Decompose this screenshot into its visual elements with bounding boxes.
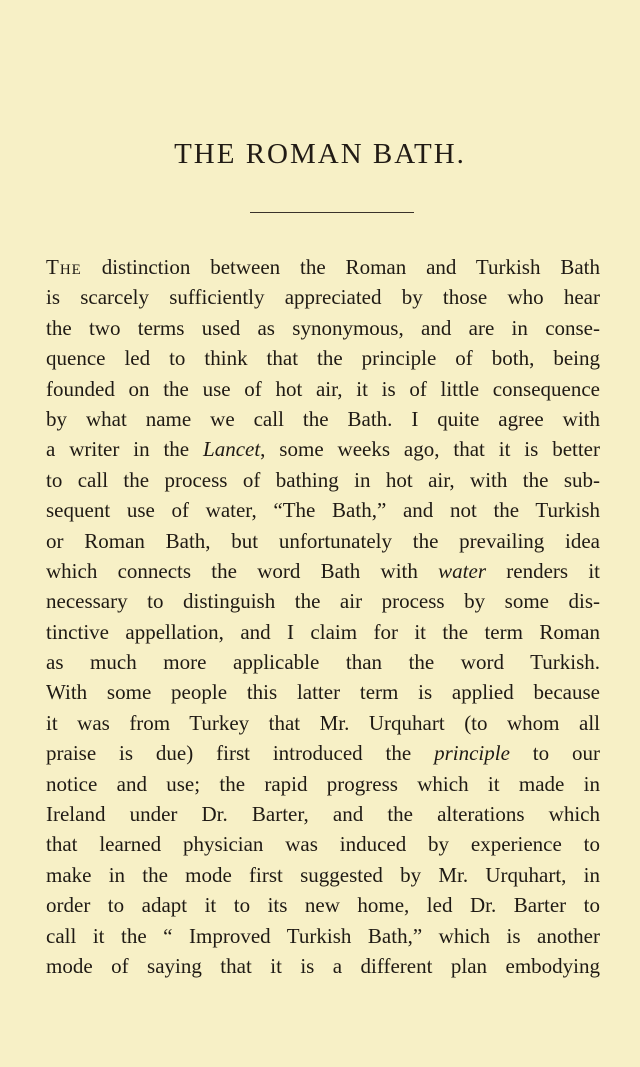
text-run: or Roman Bath, but unfortunately the prevailing idea	[46, 528, 600, 553]
text-run: mode of saying that it is a different plan embodying	[46, 953, 600, 978]
text-run: to our	[509, 741, 600, 766]
text-run: that learned physician was induced by experience to	[46, 832, 600, 857]
text-line	[46, 617, 600, 647]
text-line	[46, 252, 600, 282]
text-run: make in the mode first suggested by Mr. Urquhart, in	[46, 862, 600, 887]
text-run: , some weeks ago, that it is better	[260, 437, 600, 462]
text-line	[46, 465, 600, 495]
text-run: order to adapt it to its new home, led Dr. Barter to	[46, 893, 600, 918]
body-paragraph	[46, 252, 600, 981]
text-run: With some people this latter term is applied because	[46, 680, 600, 705]
text-run: it was from Turkey that Mr. Urquhart (to whom all	[46, 710, 600, 735]
text-run: as much more applicable than the word Turkish.	[46, 650, 600, 675]
text-line	[46, 890, 600, 920]
text-run: sequent use of water, “The Bath,” and not the Turkish	[46, 498, 600, 523]
text-run: notice and use; the rapid progress which it made in	[46, 771, 600, 796]
text-line	[46, 860, 600, 890]
text-run: tinctive appellation, and I claim for it the term Roman	[46, 619, 600, 644]
text-line	[46, 708, 600, 738]
text-line	[46, 647, 600, 677]
text-run: praise is due) first introduced the	[46, 741, 435, 766]
text-run: renders it	[486, 558, 600, 583]
small-caps-text: The	[46, 255, 82, 279]
text-run: which connects the word Bath with	[46, 558, 439, 583]
text-line	[46, 586, 600, 616]
text-line	[46, 495, 600, 525]
text-run: necessary to distinguish the air process by some dis-	[46, 589, 600, 614]
text-run: is scarcely sufficiently appreciated by those who hear	[46, 285, 600, 310]
text-line	[46, 799, 600, 829]
text-line	[46, 769, 600, 799]
italic-text: Lancet	[203, 437, 261, 462]
text-line	[46, 343, 600, 373]
text-line	[46, 921, 600, 951]
italic-text: principle	[434, 741, 510, 766]
text-run: Ireland under Dr. Barter, and the alterations which	[46, 802, 600, 827]
italic-text: water	[438, 558, 486, 583]
text-line	[46, 434, 600, 464]
text-line	[46, 951, 600, 981]
text-line	[46, 738, 600, 768]
text-line	[46, 282, 600, 312]
title-divider	[250, 212, 414, 213]
chapter-title: THE ROMAN BATH.	[174, 138, 466, 170]
text-run: to call the process of bathing in hot air, with the sub-	[46, 467, 600, 492]
text-run: quence led to think that the principle of both, being	[46, 346, 600, 371]
text-line	[46, 829, 600, 859]
text-line	[46, 374, 600, 404]
text-line	[46, 677, 600, 707]
text-run: founded on the use of hot air, it is of little consequence	[46, 376, 600, 401]
text-line	[46, 526, 600, 556]
text-run: a writer in the	[46, 437, 204, 462]
text-line	[46, 556, 600, 586]
text-run: by what name we call the Bath. I quite agree with	[46, 406, 600, 431]
text-run: the two terms used as synonymous, and are in conse-	[46, 315, 600, 340]
text-run: distinction between the Roman and Turkish Bath	[81, 255, 600, 279]
text-line	[46, 404, 600, 434]
text-line	[46, 313, 600, 343]
text-run: call it the “ Improved Turkish Bath,” which is another	[46, 923, 600, 948]
